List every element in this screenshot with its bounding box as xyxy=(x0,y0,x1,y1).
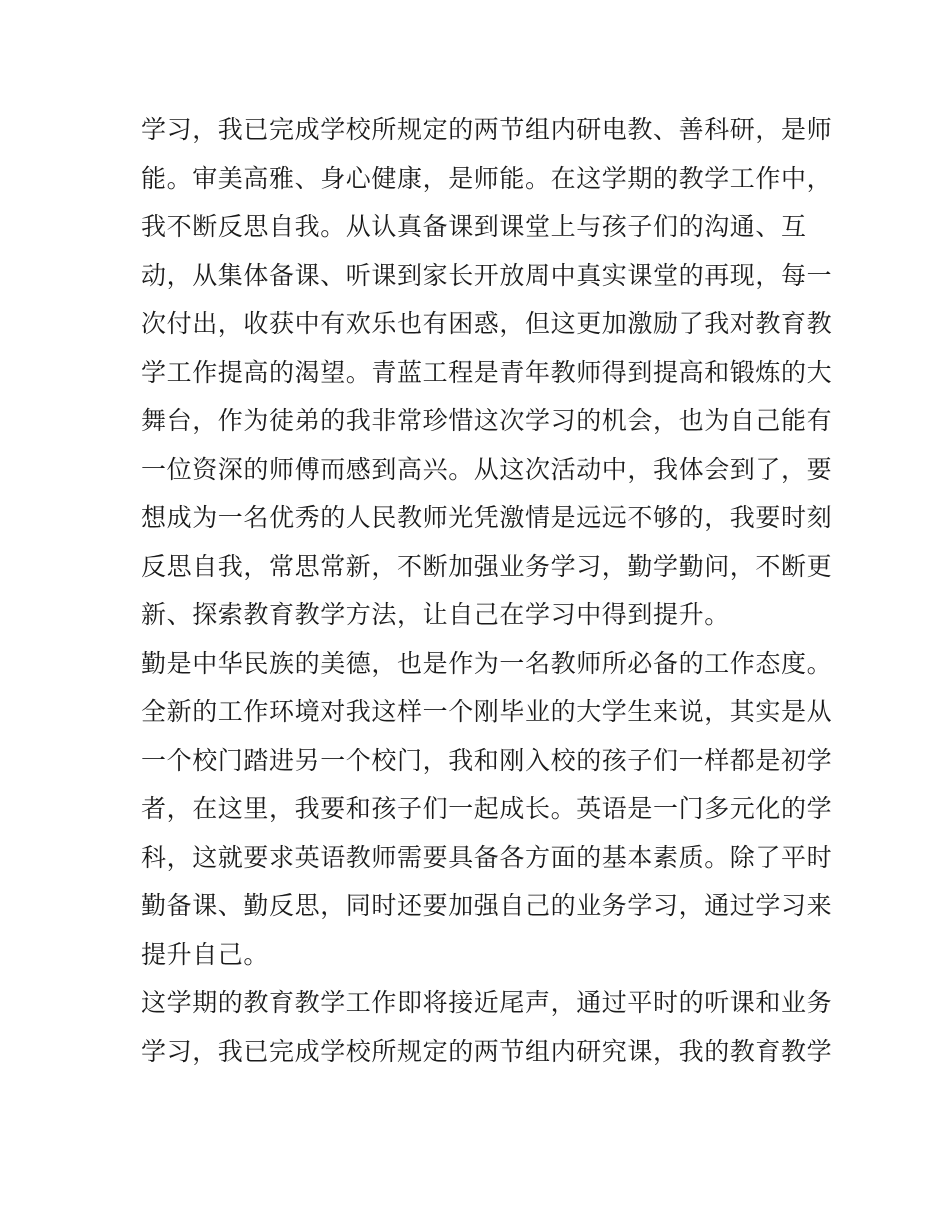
text-line: 科，这就要求英语教师需要具备各方面的基本素质。除了平时 xyxy=(141,842,833,872)
text-line: 新、探索教育教学方法，让自己在学习中得到提升。 xyxy=(141,600,730,629)
text-line: 一位资深的师傅而感到高兴。从这次活动中，我体会到了，要 xyxy=(141,454,833,484)
text-line: 学习，我已完成学校所规定的两节组内研电教、善科研，是师 xyxy=(141,115,833,144)
text-line: 勤备课、勤反思，同时还要加强自己的业务学习，通过学习来 xyxy=(141,891,833,920)
text-line: 全新的工作环境对我这样一个刚毕业的大学生来说，其实是从 xyxy=(141,697,833,726)
text-line: 反思自我，常思常新，不断加强业务学习，勤学勤问，不断更 xyxy=(141,551,833,581)
text-line: 舞台，作为徒弟的我非常珍惜这次学习的机会，也为自己能有 xyxy=(141,406,833,435)
text-line: 勤是中华民族的美德，也是作为一名教师所必备的工作态度。 xyxy=(141,648,833,678)
text-line: 我不断反思自我。从认真备课到课堂上与孩子们的沟通、互 xyxy=(141,212,807,241)
text-line: 能。审美高雅、身心健康，是师能。在这学期的教学工作中， xyxy=(141,163,833,193)
text-line: 者，在这里，我要和孩子们一起成长。英语是一门多元化的学 xyxy=(141,794,833,823)
text-line: 动，从集体备课、听课到家长开放周中真实课堂的再现，每一 xyxy=(141,260,833,290)
text-line: 学习，我已完成学校所规定的两节组内研究课，我的教育教学 xyxy=(141,1036,833,1066)
text-line: 次付出，收获中有欢乐也有困惑，但这更加激励了我对教育教 xyxy=(141,309,833,338)
text-line: 一个校门踏进另一个校门，我和刚入校的孩子们一样都是初学 xyxy=(141,745,833,775)
text-line: 这学期的教育教学工作即将接近尾声，通过平时的听课和业务 xyxy=(141,988,833,1017)
body-text xyxy=(141,106,833,1076)
text-line: 提升自己。 xyxy=(141,939,270,969)
text-line: 想成为一名优秀的人民教师光凭激情是远远不够的，我要时刻 xyxy=(141,503,833,532)
text-line: 学工作提高的渴望。青蓝工程是青年教师得到提高和锻炼的大 xyxy=(141,357,833,387)
